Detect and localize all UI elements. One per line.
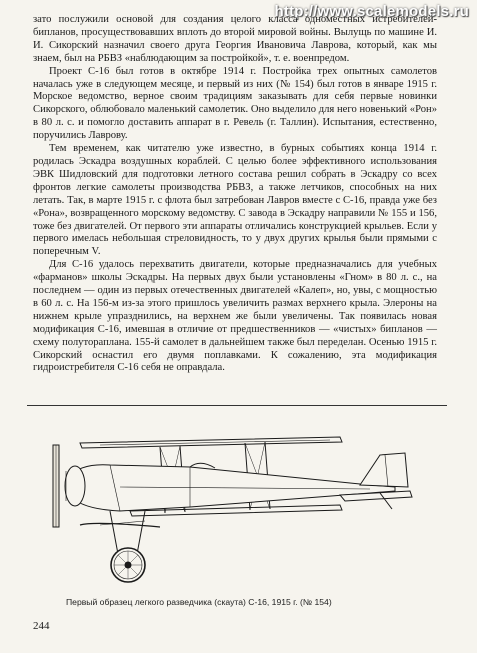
paragraph-4: Для С-16 удалось перехватить двигатели, которые предназначались для учебных «фарманов» школы Эскадры. На первых двух были установлены «Гном» в 80 л. с., на последнем — один из первых отечественных двигателей «Калеп», но, увы, с мощностью в 60 л. с. На 156-м из-за этого пришлось увеличить размах верхнего крыла. Элероны на нижнем крыле упразднились, на верхнем же были увеличены. Так появилась новая модификация С-16, имевшая в отличие от предшественников — «чистых» бипланов — схему полуторапланa. 155-й самолет в дальнейшем также был переделан. Осенью 1915 г. Сикорский оснастил его двумя поплавками. К сожалению, эта модификация гидроистребителя С-16 себя не оправдала.	[33, 259, 437, 374]
paragraph-3: Тем временем, как читателю уже известно, в бурных событиях конца 1914 г. родилась Эскадра воздушных кораблей. С целью более эффективного использования ЭВК Шидловский для подготовки летного состава решил собрать в Эскадру со всех фронтов легкие самолеты производства РБВЗ, а также летчиков, способных на них летать. Так, в марте 1915 г. с флота был затребован Лавров вместе с С-16, правда уже без «Рона», возвращенного морскому ведомству. С завода в Эскадру направили № 155 и 156, тоже без двигателей. От первого эти аппараты отличались конструкцией крыльев. Если у первого имелась небольшая стреловидность, то у двух других крылья были прямыми с поперечным V.	[33, 143, 437, 258]
paragraph-1: зато послужили основой для создания целого класса одноместных истребителей-бипланов, просуществовавших вплоть до второй мировой войны. Вылущь по машине И. И. Сикорский назначил своего друга Георгия Ивановича Лаврова, который, как мы знаем, был на РБВЗ «наблюдающим за постройкой», т. е. военпредом.	[33, 14, 437, 64]
figure-caption: Первый образец легкого разведчика (скаута) С-16, 1915 г. (№ 154)	[66, 597, 332, 607]
biplane-side-view-illustration	[40, 415, 440, 593]
body-text	[33, 14, 437, 375]
aircraft-drawing	[40, 415, 440, 598]
paragraph-2: Проект С-16 был готов в октябре 1914 г. Постройка трех опытных самолетов началась уже в следующем месяце, и первый из них (№ 154) был готов в январе 1915 г. Морское ведомство, верное своим традициям заказывать для себя первые новинки Сикорского, облюбовало маленький самолетик. Оно выделило для него новенький «Рон» в 80 л. с. и помогло доставить аппарат в г. Ревель (г. Таллин). Испытания, естественно, поручились Лаврову.	[33, 65, 437, 142]
horizontal-divider	[27, 405, 447, 406]
page-number: 244	[33, 620, 50, 632]
watermark-text: http://www.scalemodels.ru	[274, 3, 469, 20]
